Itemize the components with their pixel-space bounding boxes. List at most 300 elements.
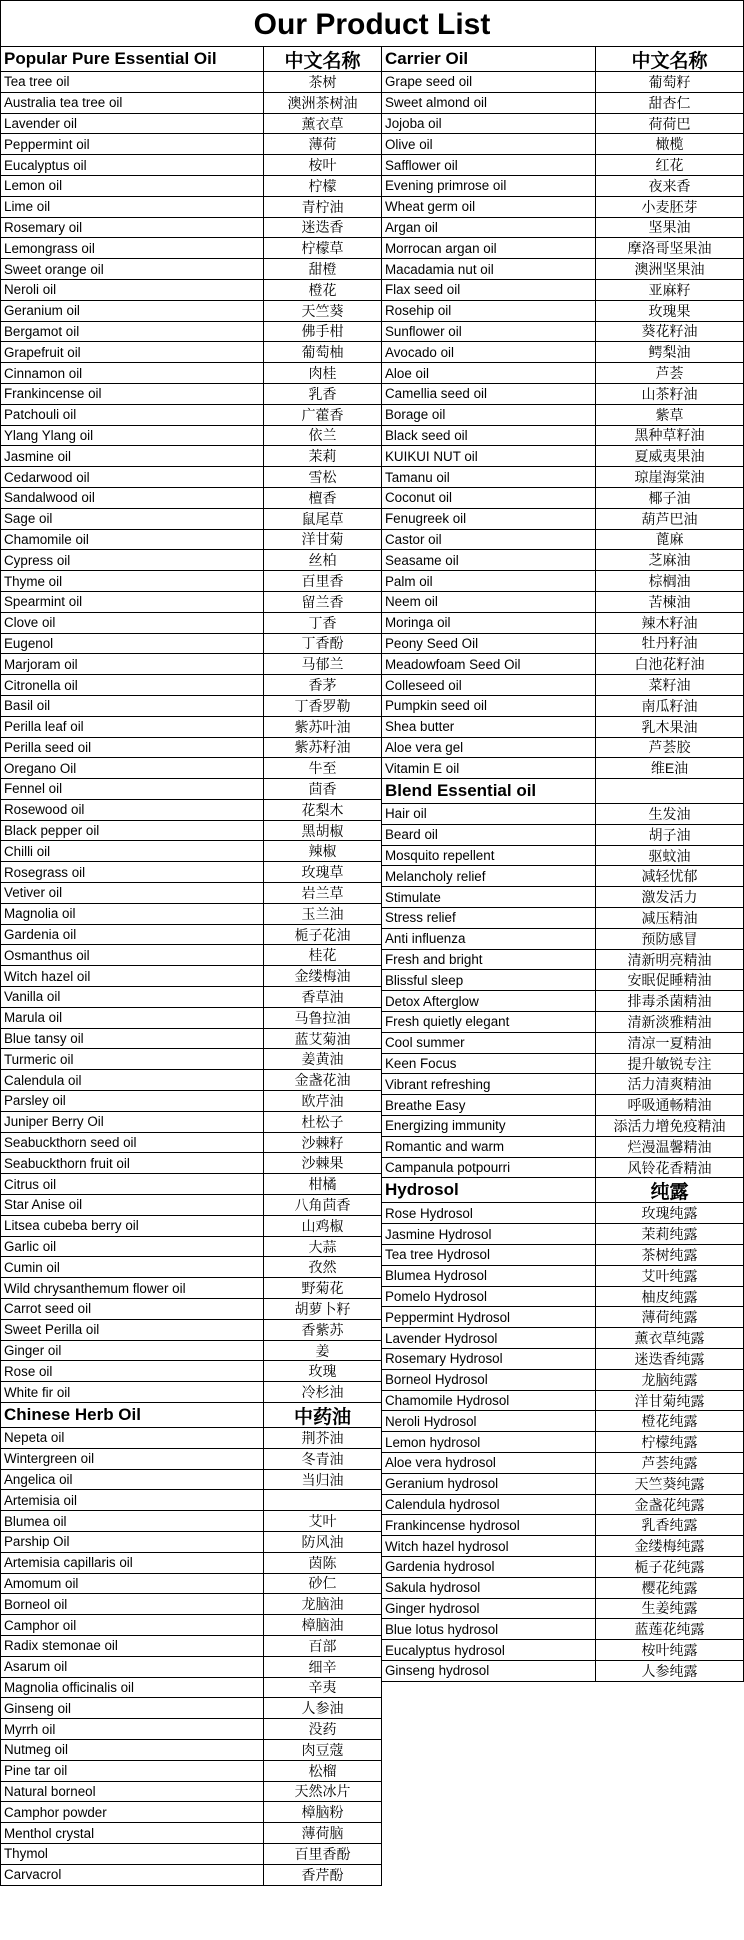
english-name-cell: Rose Hydrosol: [382, 1203, 596, 1224]
english-name-cell: Witch hazel oil: [0, 966, 264, 987]
table-row: [382, 197, 744, 218]
table-row: [0, 1299, 382, 1320]
table-row: [0, 821, 382, 842]
english-name-cell: Pumpkin seed oil: [382, 696, 596, 717]
english-name-cell: Stimulate: [382, 887, 596, 908]
chinese-name-cell: 茵陈: [264, 1553, 382, 1574]
chinese-name-cell: 鼠尾草: [264, 509, 382, 530]
english-name-cell: Witch hazel hydrosol: [382, 1536, 596, 1557]
chinese-name-cell: 马鲁拉油: [264, 1008, 382, 1029]
table-row: [0, 1112, 382, 1133]
chinese-name-cell: 沙棘籽: [264, 1133, 382, 1154]
chinese-name-cell: 葵花籽油: [596, 322, 744, 343]
english-name-cell: Artemisia capillaris oil: [0, 1553, 264, 1574]
chinese-name-cell: 孜然: [264, 1257, 382, 1278]
english-name-cell: Neem oil: [382, 592, 596, 613]
table-row: [0, 384, 382, 405]
table-row: [382, 1116, 744, 1137]
chinese-name-cell: 樟脑油: [264, 1615, 382, 1636]
table-row: [382, 970, 744, 991]
table-row: [382, 467, 744, 488]
english-name-cell: Citrus oil: [0, 1174, 264, 1195]
table-row: [382, 1578, 744, 1599]
english-name-cell: Pomelo Hydrosol: [382, 1287, 596, 1308]
chinese-name-cell: 山鸡椒: [264, 1216, 382, 1237]
table-row: [0, 280, 382, 301]
chinese-name-cell: 亚麻籽: [596, 280, 744, 301]
english-name-cell: Calendula hydrosol: [382, 1495, 596, 1516]
chinese-name-cell: [264, 1490, 382, 1511]
chinese-name-cell: 中文名称: [264, 47, 382, 72]
english-name-cell: Lemongrass oil: [0, 238, 264, 259]
table-row: [0, 758, 382, 779]
table-row: [0, 1237, 382, 1258]
english-name-cell: Keen Focus: [382, 1054, 596, 1075]
table-row: [382, 509, 744, 530]
english-name-cell: Geranium hydrosol: [382, 1474, 596, 1495]
chinese-name-cell: 广藿香: [264, 405, 382, 426]
chinese-name-cell: 玫瑰草: [264, 862, 382, 883]
table-row: [0, 1153, 382, 1174]
english-name-cell: Seasame oil: [382, 550, 596, 571]
english-name-cell: Eucalyptus oil: [0, 155, 264, 176]
table-row: [382, 134, 744, 155]
english-name-cell: Peony Seed Oil: [382, 634, 596, 655]
english-name-cell: Ginseng hydrosol: [382, 1661, 596, 1682]
chinese-name-cell: 艾叶: [264, 1511, 382, 1532]
chinese-name-cell: 香紫苏: [264, 1320, 382, 1341]
english-name-cell: Amomum oil: [0, 1574, 264, 1595]
english-name-cell: Campanula potpourri: [382, 1158, 596, 1179]
table-row: [0, 218, 382, 239]
table-row: [0, 1133, 382, 1154]
english-name-cell: Lemon hydrosol: [382, 1432, 596, 1453]
english-name-cell: Calendula oil: [0, 1070, 264, 1091]
table-row: [0, 966, 382, 987]
english-name-cell: Peppermint oil: [0, 134, 264, 155]
table-row: [0, 738, 382, 759]
right-column: [382, 47, 744, 1682]
chinese-name-cell: 乳香纯露: [596, 1515, 744, 1536]
chinese-name-cell: 纯露: [596, 1178, 744, 1203]
table-row: [0, 1782, 382, 1803]
table-row: [382, 342, 744, 363]
table-row: [382, 1349, 744, 1370]
table-row: [382, 717, 744, 738]
english-name-cell: Osmanthus oil: [0, 945, 264, 966]
chinese-name-cell: 芦荟纯露: [596, 1453, 744, 1474]
table-row: [0, 1823, 382, 1844]
table-row: [0, 72, 382, 93]
chinese-name-cell: 蓝莲花纯露: [596, 1619, 744, 1640]
english-name-cell: Moringa oil: [382, 613, 596, 634]
table-row: [0, 1341, 382, 1362]
english-name-cell: Castor oil: [382, 530, 596, 551]
chinese-name-cell: 玫瑰纯露: [596, 1203, 744, 1224]
chinese-name-cell: 百部: [264, 1636, 382, 1657]
chinese-name-cell: 薄荷脑: [264, 1823, 382, 1844]
chinese-name-cell: 驱蚊油: [596, 846, 744, 867]
chinese-name-cell: 百里香酚: [264, 1844, 382, 1865]
english-name-cell: Seabuckthorn seed oil: [0, 1133, 264, 1154]
section-header: [382, 1178, 744, 1203]
table-row: [0, 862, 382, 883]
chinese-name-cell: 丁香罗勒: [264, 696, 382, 717]
table-row: [382, 322, 744, 343]
chinese-name-cell: 蓝艾菊油: [264, 1029, 382, 1050]
table-row: [382, 1328, 744, 1349]
chinese-name-cell: 荷荷巴: [596, 114, 744, 135]
table-row: [0, 779, 382, 800]
table-row: [382, 991, 744, 1012]
english-name-cell: Camphor oil: [0, 1615, 264, 1636]
english-name-cell: Sunflower oil: [382, 322, 596, 343]
chinese-name-cell: 岩兰草: [264, 883, 382, 904]
chinese-name-cell: 乳香: [264, 384, 382, 405]
english-name-cell: Menthol crystal: [0, 1823, 264, 1844]
english-name-cell: Frankincense hydrosol: [382, 1515, 596, 1536]
table-row: [0, 717, 382, 738]
english-name-cell: Pine tar oil: [0, 1761, 264, 1782]
table-row: [382, 1224, 744, 1245]
table-row: [382, 1453, 744, 1474]
chinese-name-cell: 黑胡椒: [264, 821, 382, 842]
english-name-cell: Lemon oil: [0, 176, 264, 197]
english-name-cell: Stress relief: [382, 908, 596, 929]
english-name-cell: Camellia seed oil: [382, 384, 596, 405]
table-row: [0, 613, 382, 634]
chinese-name-cell: 胡子油: [596, 825, 744, 846]
english-name-cell: Sweet Perilla oil: [0, 1320, 264, 1341]
chinese-name-cell: 人参油: [264, 1698, 382, 1719]
table-row: [382, 950, 744, 971]
table-row: [382, 1474, 744, 1495]
table-row: [382, 1074, 744, 1095]
english-name-cell: Parship Oil: [0, 1532, 264, 1553]
english-name-cell: Rose oil: [0, 1361, 264, 1382]
table-row: [382, 176, 744, 197]
table-row: [382, 446, 744, 467]
chinese-name-cell: 黑种草籽油: [596, 426, 744, 447]
table-row: [0, 571, 382, 592]
english-name-cell: Myrrh oil: [0, 1719, 264, 1740]
chinese-name-cell: 柚皮纯露: [596, 1287, 744, 1308]
table-row: [0, 509, 382, 530]
english-name-cell: Black pepper oil: [0, 821, 264, 842]
table-row: [382, 488, 744, 509]
english-name-cell: Neroli oil: [0, 280, 264, 301]
chinese-name-cell: 添活力增免疫精油: [596, 1116, 744, 1137]
chinese-name-cell: 沙棘果: [264, 1153, 382, 1174]
table-row: [382, 218, 744, 239]
table-row: [0, 446, 382, 467]
table-row: [382, 1266, 744, 1287]
english-name-cell: Citronella oil: [0, 675, 264, 696]
english-name-cell: Garlic oil: [0, 1237, 264, 1258]
table-row: [0, 530, 382, 551]
chinese-name-cell: 棕榈油: [596, 571, 744, 592]
chinese-name-cell: 夏威夷果油: [596, 446, 744, 467]
table-row: [0, 1657, 382, 1678]
chinese-name-cell: 丁香: [264, 613, 382, 634]
chinese-name-cell: 茉莉: [264, 446, 382, 467]
chinese-name-cell: 欧芹油: [264, 1091, 382, 1112]
table-row: [0, 841, 382, 862]
chinese-name-cell: 南瓜籽油: [596, 696, 744, 717]
table-row: [0, 1719, 382, 1740]
english-name-cell: Flax seed oil: [382, 280, 596, 301]
chinese-name-cell: 生姜纯露: [596, 1599, 744, 1620]
chinese-name-cell: 活力清爽精油: [596, 1074, 744, 1095]
english-name-cell: Argan oil: [382, 218, 596, 239]
english-name-cell: Borneol oil: [0, 1594, 264, 1615]
chinese-name-cell: 玫瑰: [264, 1361, 382, 1382]
table-row: [382, 654, 744, 675]
table-row: [382, 1307, 744, 1328]
english-name-cell: Shea butter: [382, 717, 596, 738]
chinese-name-cell: 生发油: [596, 804, 744, 825]
table-row: [0, 405, 382, 426]
english-name-cell: Cypress oil: [0, 550, 264, 571]
chinese-name-cell: 人参纯露: [596, 1661, 744, 1682]
english-name-cell: Eucalyptus hydrosol: [382, 1640, 596, 1661]
english-name-cell: Grapefruit oil: [0, 342, 264, 363]
english-name-cell: Hydrosol: [382, 1178, 596, 1203]
table-row: [0, 592, 382, 613]
table-row: [0, 322, 382, 343]
table-row: [0, 550, 382, 571]
english-name-cell: Wild chrysanthemum flower oil: [0, 1278, 264, 1299]
chinese-name-cell: 风铃花香精油: [596, 1158, 744, 1179]
chinese-name-cell: 樱花纯露: [596, 1578, 744, 1599]
chinese-name-cell: 中药油: [264, 1403, 382, 1428]
chinese-name-cell: 砂仁: [264, 1574, 382, 1595]
english-name-cell: Cumin oil: [0, 1257, 264, 1278]
chinese-name-cell: 减压精油: [596, 908, 744, 929]
english-name-cell: Thymol: [0, 1844, 264, 1865]
english-name-cell: Perilla leaf oil: [0, 717, 264, 738]
english-name-cell: Blissful sleep: [382, 970, 596, 991]
english-name-cell: Cinnamon oil: [0, 363, 264, 384]
english-name-cell: Vetiver oil: [0, 883, 264, 904]
english-name-cell: Jasmine oil: [0, 446, 264, 467]
table-row: [382, 696, 744, 717]
chinese-name-cell: 桂花: [264, 945, 382, 966]
chinese-name-cell: 香茅: [264, 675, 382, 696]
chinese-name-cell: 肉豆蔻: [264, 1740, 382, 1761]
english-name-cell: White fir oil: [0, 1382, 264, 1403]
chinese-name-cell: 马郁兰: [264, 654, 382, 675]
chinese-name-cell: 龙脑油: [264, 1594, 382, 1615]
english-name-cell: Jojoba oil: [382, 114, 596, 135]
english-name-cell: Tea tree oil: [0, 72, 264, 93]
english-name-cell: Macadamia nut oil: [382, 259, 596, 280]
table-row: [0, 1070, 382, 1091]
english-name-cell: Colleseed oil: [382, 675, 596, 696]
table-row: [382, 866, 744, 887]
english-name-cell: Marjoram oil: [0, 654, 264, 675]
table-row: [382, 1203, 744, 1224]
english-name-cell: Mosquito repellent: [382, 846, 596, 867]
english-name-cell: Bergamot oil: [0, 322, 264, 343]
english-name-cell: Morrocan argan oil: [382, 238, 596, 259]
column-header: [0, 47, 382, 72]
chinese-name-cell: 苦楝油: [596, 592, 744, 613]
chinese-name-cell: 雪松: [264, 467, 382, 488]
table-row: [382, 114, 744, 135]
chinese-name-cell: 呼吸通畅精油: [596, 1095, 744, 1116]
table-row: [0, 1470, 382, 1491]
english-name-cell: Oregano Oil: [0, 758, 264, 779]
chinese-name-cell: 茉莉纯露: [596, 1224, 744, 1245]
page-title: Our Product List: [0, 0, 744, 47]
english-name-cell: Borage oil: [382, 405, 596, 426]
table-row: [382, 1411, 744, 1432]
english-name-cell: Wheat germ oil: [382, 197, 596, 218]
table-row: [0, 238, 382, 259]
table-row: [0, 155, 382, 176]
table-row: [382, 1012, 744, 1033]
chinese-name-cell: 栀子花油: [264, 925, 382, 946]
table-row: [0, 904, 382, 925]
table-row: [0, 363, 382, 384]
table-row: [382, 929, 744, 950]
english-name-cell: Fresh and bright: [382, 950, 596, 971]
chinese-name-cell: 澳洲坚果油: [596, 259, 744, 280]
english-name-cell: Hair oil: [382, 804, 596, 825]
english-name-cell: Vitamin E oil: [382, 758, 596, 779]
chinese-name-cell: 减轻忧郁: [596, 866, 744, 887]
english-name-cell: Lime oil: [0, 197, 264, 218]
table-row: [382, 155, 744, 176]
table-row: [0, 93, 382, 114]
english-name-cell: Perilla seed oil: [0, 738, 264, 759]
table-row: [382, 592, 744, 613]
table-row: [382, 1432, 744, 1453]
table-row: [0, 945, 382, 966]
table-row: [0, 1761, 382, 1782]
chinese-name-cell: 橙花: [264, 280, 382, 301]
english-name-cell: Grape seed oil: [382, 72, 596, 93]
chinese-name-cell: [596, 779, 744, 804]
chinese-name-cell: 金盏花纯露: [596, 1495, 744, 1516]
column-header: [382, 47, 744, 72]
table-row: [382, 530, 744, 551]
english-name-cell: Carrier Oil: [382, 47, 596, 72]
english-name-cell: Tea tree Hydrosol: [382, 1245, 596, 1266]
section-header: [0, 1403, 382, 1428]
chinese-name-cell: 菜籽油: [596, 675, 744, 696]
english-name-cell: Litsea cubeba berry oil: [0, 1216, 264, 1237]
chinese-name-cell: 甜杏仁: [596, 93, 744, 114]
chinese-name-cell: 提升敏锐专注: [596, 1054, 744, 1075]
table-row: [0, 1216, 382, 1237]
chinese-name-cell: 松榴: [264, 1761, 382, 1782]
table-row: [0, 301, 382, 322]
chinese-name-cell: 茶树: [264, 72, 382, 93]
table-row: [382, 1619, 744, 1640]
english-name-cell: Magnolia officinalis oil: [0, 1678, 264, 1699]
english-name-cell: Fresh quietly elegant: [382, 1012, 596, 1033]
english-name-cell: Cool summer: [382, 1033, 596, 1054]
table-row: [382, 1495, 744, 1516]
table-row: [382, 825, 744, 846]
chinese-name-cell: 香芹酚: [264, 1865, 382, 1886]
table-row: [382, 846, 744, 867]
english-name-cell: Turmeric oil: [0, 1049, 264, 1070]
chinese-name-cell: 青柠油: [264, 197, 382, 218]
table-row: [382, 1287, 744, 1308]
english-name-cell: Safflower oil: [382, 155, 596, 176]
table-row: [0, 1428, 382, 1449]
english-name-cell: Lavender Hydrosol: [382, 1328, 596, 1349]
chinese-name-cell: 香草油: [264, 987, 382, 1008]
chinese-name-cell: 鳄梨油: [596, 342, 744, 363]
chinese-name-cell: 芝麻油: [596, 550, 744, 571]
chinese-name-cell: 丁香酚: [264, 634, 382, 655]
table-row: [0, 1553, 382, 1574]
table-row: [382, 1599, 744, 1620]
english-name-cell: Thyme oil: [0, 571, 264, 592]
table-row: [382, 738, 744, 759]
english-name-cell: Wintergreen oil: [0, 1449, 264, 1470]
section-header: [382, 779, 744, 804]
table-row: [0, 1008, 382, 1029]
chinese-name-cell: 冷杉油: [264, 1382, 382, 1403]
table-row: [0, 114, 382, 135]
english-name-cell: Fenugreek oil: [382, 509, 596, 530]
english-name-cell: Chilli oil: [0, 841, 264, 862]
chinese-name-cell: 没药: [264, 1719, 382, 1740]
english-name-cell: Nepeta oil: [0, 1428, 264, 1449]
table-row: [0, 883, 382, 904]
table-row: [0, 1865, 382, 1886]
table-row: [382, 758, 744, 779]
english-name-cell: Beard oil: [382, 825, 596, 846]
english-name-cell: Sage oil: [0, 509, 264, 530]
chinese-name-cell: 蓖麻: [596, 530, 744, 551]
chinese-name-cell: 柠檬: [264, 176, 382, 197]
english-name-cell: Rosemary Hydrosol: [382, 1349, 596, 1370]
table-row: [382, 1054, 744, 1075]
english-name-cell: Blue tansy oil: [0, 1029, 264, 1050]
english-name-cell: Palm oil: [382, 571, 596, 592]
table-row: [382, 93, 744, 114]
table-row: [0, 1382, 382, 1403]
table-row: [0, 1278, 382, 1299]
english-name-cell: Melancholy relief: [382, 866, 596, 887]
english-name-cell: Avocado oil: [382, 342, 596, 363]
english-name-cell: Cedarwood oil: [0, 467, 264, 488]
chinese-name-cell: 山茶籽油: [596, 384, 744, 405]
chinese-name-cell: 薄荷: [264, 134, 382, 155]
english-name-cell: Spearmint oil: [0, 592, 264, 613]
table-row: [0, 800, 382, 821]
english-name-cell: Meadowfoam Seed Oil: [382, 654, 596, 675]
table-row: [0, 1195, 382, 1216]
english-name-cell: Detox Afterglow: [382, 991, 596, 1012]
english-name-cell: Anti influenza: [382, 929, 596, 950]
chinese-name-cell: 葡萄籽: [596, 72, 744, 93]
table-row: [0, 426, 382, 447]
chinese-name-cell: 细辛: [264, 1657, 382, 1678]
table-row: [0, 134, 382, 155]
chinese-name-cell: 野菊花: [264, 1278, 382, 1299]
table-row: [382, 1095, 744, 1116]
table-row: [0, 1361, 382, 1382]
chinese-name-cell: 薄荷纯露: [596, 1307, 744, 1328]
english-name-cell: Artemisia oil: [0, 1490, 264, 1511]
